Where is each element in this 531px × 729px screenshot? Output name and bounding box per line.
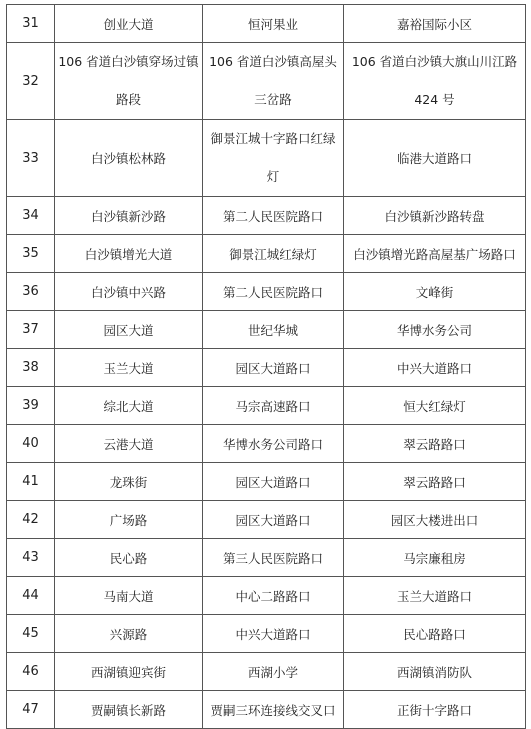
start-point: 园区大道路口	[203, 501, 344, 539]
road-name: 白沙镇新沙路	[55, 197, 203, 235]
end-point: 华博水务公司	[344, 311, 526, 349]
start-point: 贾嗣三环连接线交叉口	[203, 691, 344, 729]
start-point: 中兴大道路口	[203, 615, 344, 653]
row-number: 41	[7, 463, 55, 501]
table-row	[7, 577, 526, 615]
start-point: 御景江城十字路口红绿灯	[203, 120, 344, 197]
start-point: 园区大道路口	[203, 463, 344, 501]
road-name: 西湖镇迎宾街	[55, 653, 203, 691]
row-number: 42	[7, 501, 55, 539]
start-point: 第二人民医院路口	[203, 273, 344, 311]
end-point: 翠云路路口	[344, 425, 526, 463]
road-name: 兴源路	[55, 615, 203, 653]
table-row	[7, 311, 526, 349]
end-point: 嘉裕国际小区	[344, 5, 526, 43]
start-point: 恒河果业	[203, 5, 344, 43]
table-row	[7, 501, 526, 539]
start-point: 第三人民医院路口	[203, 539, 344, 577]
road-name: 民心路	[55, 539, 203, 577]
road-name: 玉兰大道	[55, 349, 203, 387]
row-number: 34	[7, 197, 55, 235]
end-point: 文峰街	[344, 273, 526, 311]
row-number: 45	[7, 615, 55, 653]
end-point: 园区大楼进出口	[344, 501, 526, 539]
end-point: 恒大红绿灯	[344, 387, 526, 425]
table-row	[7, 653, 526, 691]
row-number: 33	[7, 120, 55, 197]
end-point: 马宗廉租房	[344, 539, 526, 577]
start-point: 御景江城红绿灯	[203, 235, 344, 273]
road-name: 白沙镇松林路	[55, 120, 203, 197]
end-point: 翠云路路口	[344, 463, 526, 501]
row-number: 39	[7, 387, 55, 425]
end-point: 临港大道路口	[344, 120, 526, 197]
road-name: 白沙镇增光大道	[55, 235, 203, 273]
road-name: 创业大道	[55, 5, 203, 43]
road-name: 白沙镇中兴路	[55, 273, 203, 311]
road-name: 贾嗣镇长新路	[55, 691, 203, 729]
start-point: 106 省道白沙镇高屋头三岔路	[203, 43, 344, 120]
road-name: 广场路	[55, 501, 203, 539]
end-point: 白沙镇增光路高屋基广场路口	[344, 235, 526, 273]
row-number: 38	[7, 349, 55, 387]
table-row	[7, 5, 526, 43]
table-row	[7, 425, 526, 463]
table-row	[7, 43, 526, 120]
end-point: 西湖镇消防队	[344, 653, 526, 691]
row-number: 43	[7, 539, 55, 577]
row-number: 35	[7, 235, 55, 273]
end-point: 白沙镇新沙路转盘	[344, 197, 526, 235]
table-row	[7, 387, 526, 425]
table-row	[7, 120, 526, 197]
row-number: 37	[7, 311, 55, 349]
start-point: 西湖小学	[203, 653, 344, 691]
table-row	[7, 349, 526, 387]
start-point: 第二人民医院路口	[203, 197, 344, 235]
table-row	[7, 615, 526, 653]
start-point: 中心二路路口	[203, 577, 344, 615]
start-point: 马宗高速路口	[203, 387, 344, 425]
row-number: 31	[7, 5, 55, 43]
table-row	[7, 463, 526, 501]
table-row	[7, 235, 526, 273]
road-name: 106 省道白沙镇穿场过镇路段	[55, 43, 203, 120]
start-point: 园区大道路口	[203, 349, 344, 387]
end-point: 106 省道白沙镇大旗山川江路 424 号	[344, 43, 526, 120]
road-name: 马南大道	[55, 577, 203, 615]
row-number: 36	[7, 273, 55, 311]
row-number: 44	[7, 577, 55, 615]
end-point: 正街十字路口	[344, 691, 526, 729]
table-row	[7, 273, 526, 311]
table-row	[7, 197, 526, 235]
road-name: 龙珠街	[55, 463, 203, 501]
road-name: 云港大道	[55, 425, 203, 463]
row-number: 40	[7, 425, 55, 463]
row-number: 46	[7, 653, 55, 691]
end-point: 民心路路口	[344, 615, 526, 653]
row-number: 32	[7, 43, 55, 120]
route-table	[6, 4, 526, 729]
start-point: 世纪华城	[203, 311, 344, 349]
end-point: 玉兰大道路口	[344, 577, 526, 615]
table-row	[7, 691, 526, 729]
row-number: 47	[7, 691, 55, 729]
road-name: 综北大道	[55, 387, 203, 425]
road-name: 园区大道	[55, 311, 203, 349]
start-point: 华博水务公司路口	[203, 425, 344, 463]
table-row	[7, 539, 526, 577]
end-point: 中兴大道路口	[344, 349, 526, 387]
